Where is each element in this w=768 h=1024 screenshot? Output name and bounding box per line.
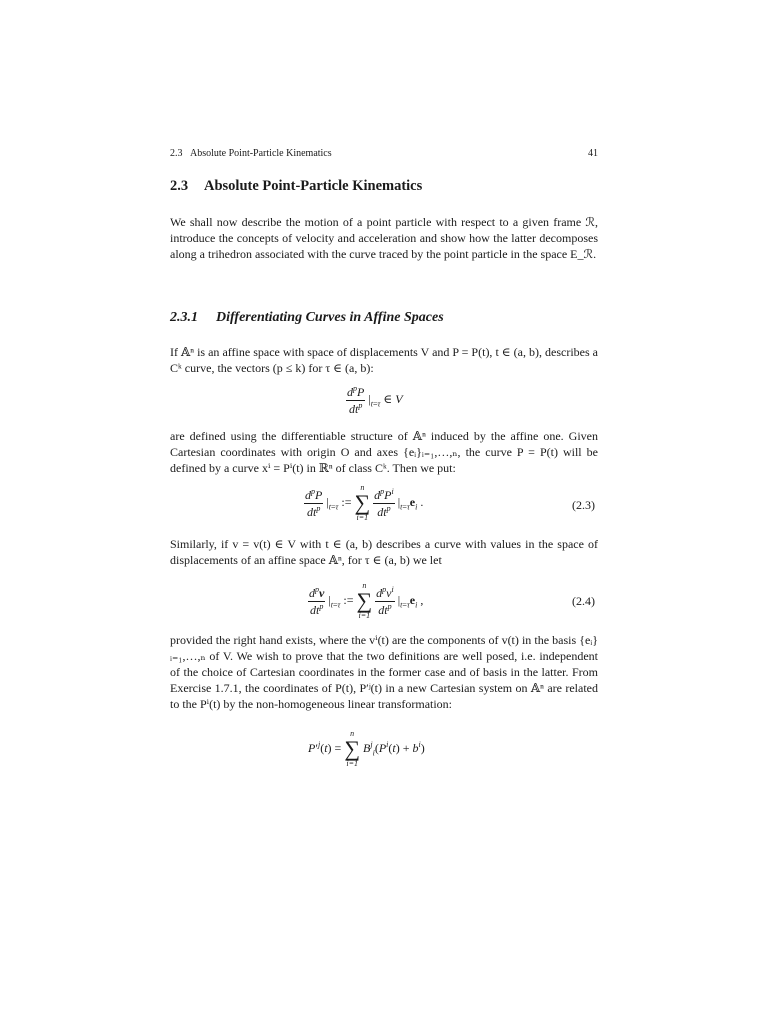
running-head-title: 2.3 Absolute Point-Particle Kinematics xyxy=(170,148,332,159)
paragraph-similarly: Similarly, if v = v(t) ∈ V with t ∈ (a, b) describes a curve with values in the space of displacements of an affine space 𝔸ⁿ, for τ ∈ (a, b) we let xyxy=(170,537,598,567)
equation-tag-2-4: (2.4) xyxy=(572,594,595,608)
paragraph-curves: If 𝔸ⁿ is an affine space with space of displacements V and P = P(t), t ∈ (a, b), describes a Cᵏ curve, the vectors (p ≤ k) for τ ∈ (a, b): xyxy=(170,345,598,375)
section-title: 2.3 Absolute Point-Particle Kinematics xyxy=(170,178,423,194)
equation-2-4: $\frac{d^pv}{dt^p}$ $|_{t=\tau}$ := n ∑ i=1 $\frac{d^pv^i}{dt^p}$ $|_{t=\tau}e_i$ , xyxy=(309,581,424,620)
equation-transformation: $P'^j(t)$ = n ∑ i=1 $B^j_i(P^i(t) + b^i)$ xyxy=(308,729,425,768)
paragraph-provided: provided the right hand exists, where the vⁱ(t) are the components of v(t) in the basis {eᵢ}ᵢ₌₁,…,ₙ of V. We wish to prove that the two definitions are well posed, i.e. independent of the choice of Cartesian coordinates in the former case and of basis in the latter. From Exercise 1.7.1, the coordinates of P(t), P′ʲ(t) in a new Cartesian system on 𝔸ⁿ are related to the Pⁱ(t) by the non-homogeneous linear transformation: xyxy=(170,633,598,711)
equation-derivative-in-V: $\frac{d^pP}{dt^p}$ $|_{t=\tau}$ ∈ V xyxy=(347,384,403,416)
equation-tag-2-3: (2.3) xyxy=(572,498,595,512)
page-number: 41 xyxy=(588,148,598,159)
running-head xyxy=(170,148,598,162)
equation-2-3: $\frac{d^pP}{dt^p}$ $|_{t=\tau}$ := n ∑ i=1 $\frac{d^pP^i}{dt^p}$ $|_{t=\tau}e_i$ . xyxy=(305,483,424,522)
paragraph-cartesian: are defined using the differentiable structure of 𝔸ⁿ induced by the affine one. Given Cartesian coordinates with origin O and axes {eᵢ}ᵢ₌₁,…,ₙ, the curve P = P(t) will be defined by a curve xⁱ = Pⁱ(t) in ℝⁿ of class Cᵏ. Then we put: xyxy=(170,429,598,475)
subsection-title: 2.3.1 Differentiating Curves in Affine Spaces xyxy=(170,310,444,325)
paragraph-intro: We shall now describe the motion of a point particle with respect to a given frame ℛ, introduce the concepts of velocity and acceleration and show how the latter decomposes along a trihedron associated with the curve traced by the point particle in the space E_ℛ. xyxy=(170,215,598,261)
